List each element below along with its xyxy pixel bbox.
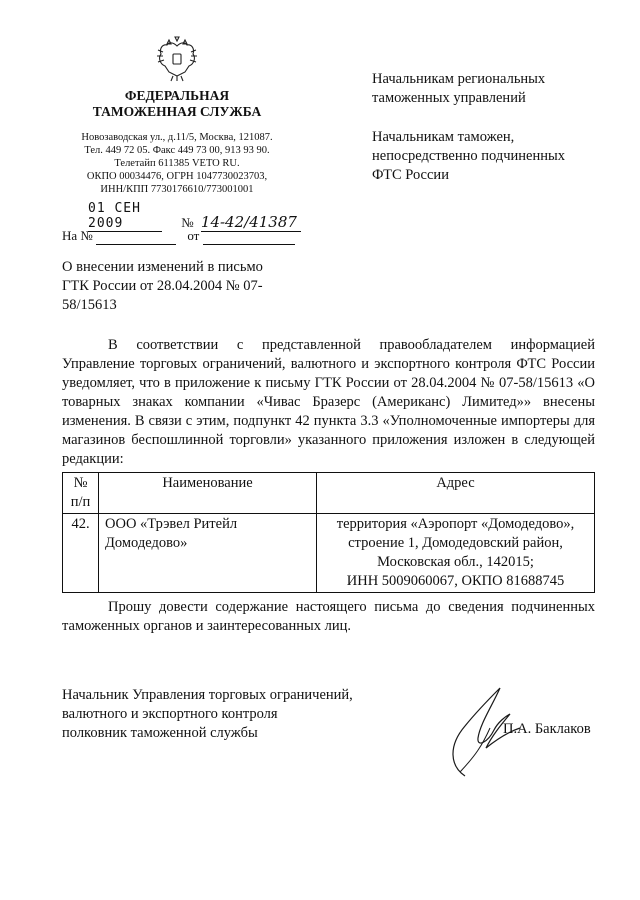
- number-label: №: [181, 215, 194, 230]
- address-line: Московская обл., 142015;: [377, 554, 534, 570]
- table-header-row: [63, 473, 595, 514]
- address-line: территория «Аэропорт «Домодедово»,: [336, 516, 575, 532]
- header-num: № п/п: [63, 473, 99, 514]
- addressee-line: непосредственно подчиненных: [372, 148, 565, 164]
- signatory-name: П.А. Баклаков: [503, 721, 591, 737]
- org-name-line2: ТАМОЖЕННАЯ СЛУЖБА: [92, 104, 262, 119]
- paragraph-text: Прошу довести содержание настоящего письма до сведения подчиненных таможенных органов и заинтересованных лиц.: [62, 599, 595, 634]
- registration-date: 01 СЕН 2009: [88, 201, 162, 232]
- address-line: строение 1, Домодедовский район,: [348, 535, 563, 551]
- contact-line: Тел. 449 72 05. Факс 449 73 00, 913 93 90.: [84, 145, 270, 156]
- addressee-line: Начальникам региональных: [372, 71, 546, 87]
- header-name: Наименование: [99, 473, 317, 514]
- body-paragraph-2: [62, 598, 595, 636]
- row-address: [317, 514, 595, 593]
- reference-date-blank: [203, 228, 295, 245]
- contact-line: Новозаводская ул., д.11/5, Москва, 121087.: [81, 132, 273, 143]
- header-address: Адрес: [317, 473, 595, 514]
- addressee-line: Начальникам таможен,: [372, 129, 515, 145]
- signatory-title: [62, 686, 353, 743]
- letter-subject: [62, 258, 282, 315]
- signatory-title-line: валютного и экспортного контроля: [62, 706, 278, 722]
- emblem-icon: [155, 36, 199, 82]
- contact-line: ИНН/КПП 7730176610/773001001: [100, 184, 254, 195]
- reference-line: [62, 228, 295, 245]
- addressee-line: ФТС России: [372, 167, 449, 183]
- reference-from-label: от: [187, 228, 200, 243]
- contact-line: Телетайп 611385 VETO RU.: [114, 158, 240, 169]
- signatory-title-line: Начальник Управления торговых ограничений,: [62, 687, 353, 703]
- subject-line: ГТК России от 28.04.2004 № 07-: [62, 278, 263, 294]
- body-paragraph-1: [62, 336, 595, 469]
- address-line: ИНН 5009060067, ОКПО 81688745: [346, 573, 565, 589]
- row-name: ООО «Трэвел Ритейл Домодедово»: [99, 514, 317, 593]
- subject-line: 58/15613: [62, 297, 117, 313]
- contact-line: ОКПО 00034476, ОГРН 1047730023703,: [86, 171, 268, 182]
- subject-line: О внесении изменений в письмо: [62, 259, 263, 275]
- addressee-block-1: [372, 70, 545, 108]
- signatory-title-line: полковник таможенной службы: [62, 725, 258, 741]
- importer-table: [62, 472, 595, 593]
- paragraph-text: В соответствии с представленной правообладателем информацией Управление торговых ограничений, валютного и экспортного контроля ФТС России уведомляет, что в приложение к письму ГТК России от 28.04.2004 № 07-58/15613 «О товарных знаках компании «Чивас Бразерс (Американс) Лимитед»» внесены изменения. В связи с этим, подпункт 42 пункта 3.3 «Уполномоченные импортеры для магазинов беспошлинной торговли» указанного приложения изложен в следующей редакции:: [62, 337, 595, 467]
- sender-contacts: [72, 131, 282, 196]
- addressee-block-2: [372, 128, 565, 185]
- table-row: [63, 514, 595, 593]
- org-name-line1: ФЕДЕРАЛЬНАЯ: [124, 88, 230, 103]
- registration-number: 14-42/41387: [201, 213, 301, 232]
- addressee-line: таможенных управлений: [372, 90, 526, 106]
- reference-number-blank: [96, 228, 176, 245]
- row-num: 42.: [63, 514, 99, 593]
- reference-label: На №: [62, 228, 93, 243]
